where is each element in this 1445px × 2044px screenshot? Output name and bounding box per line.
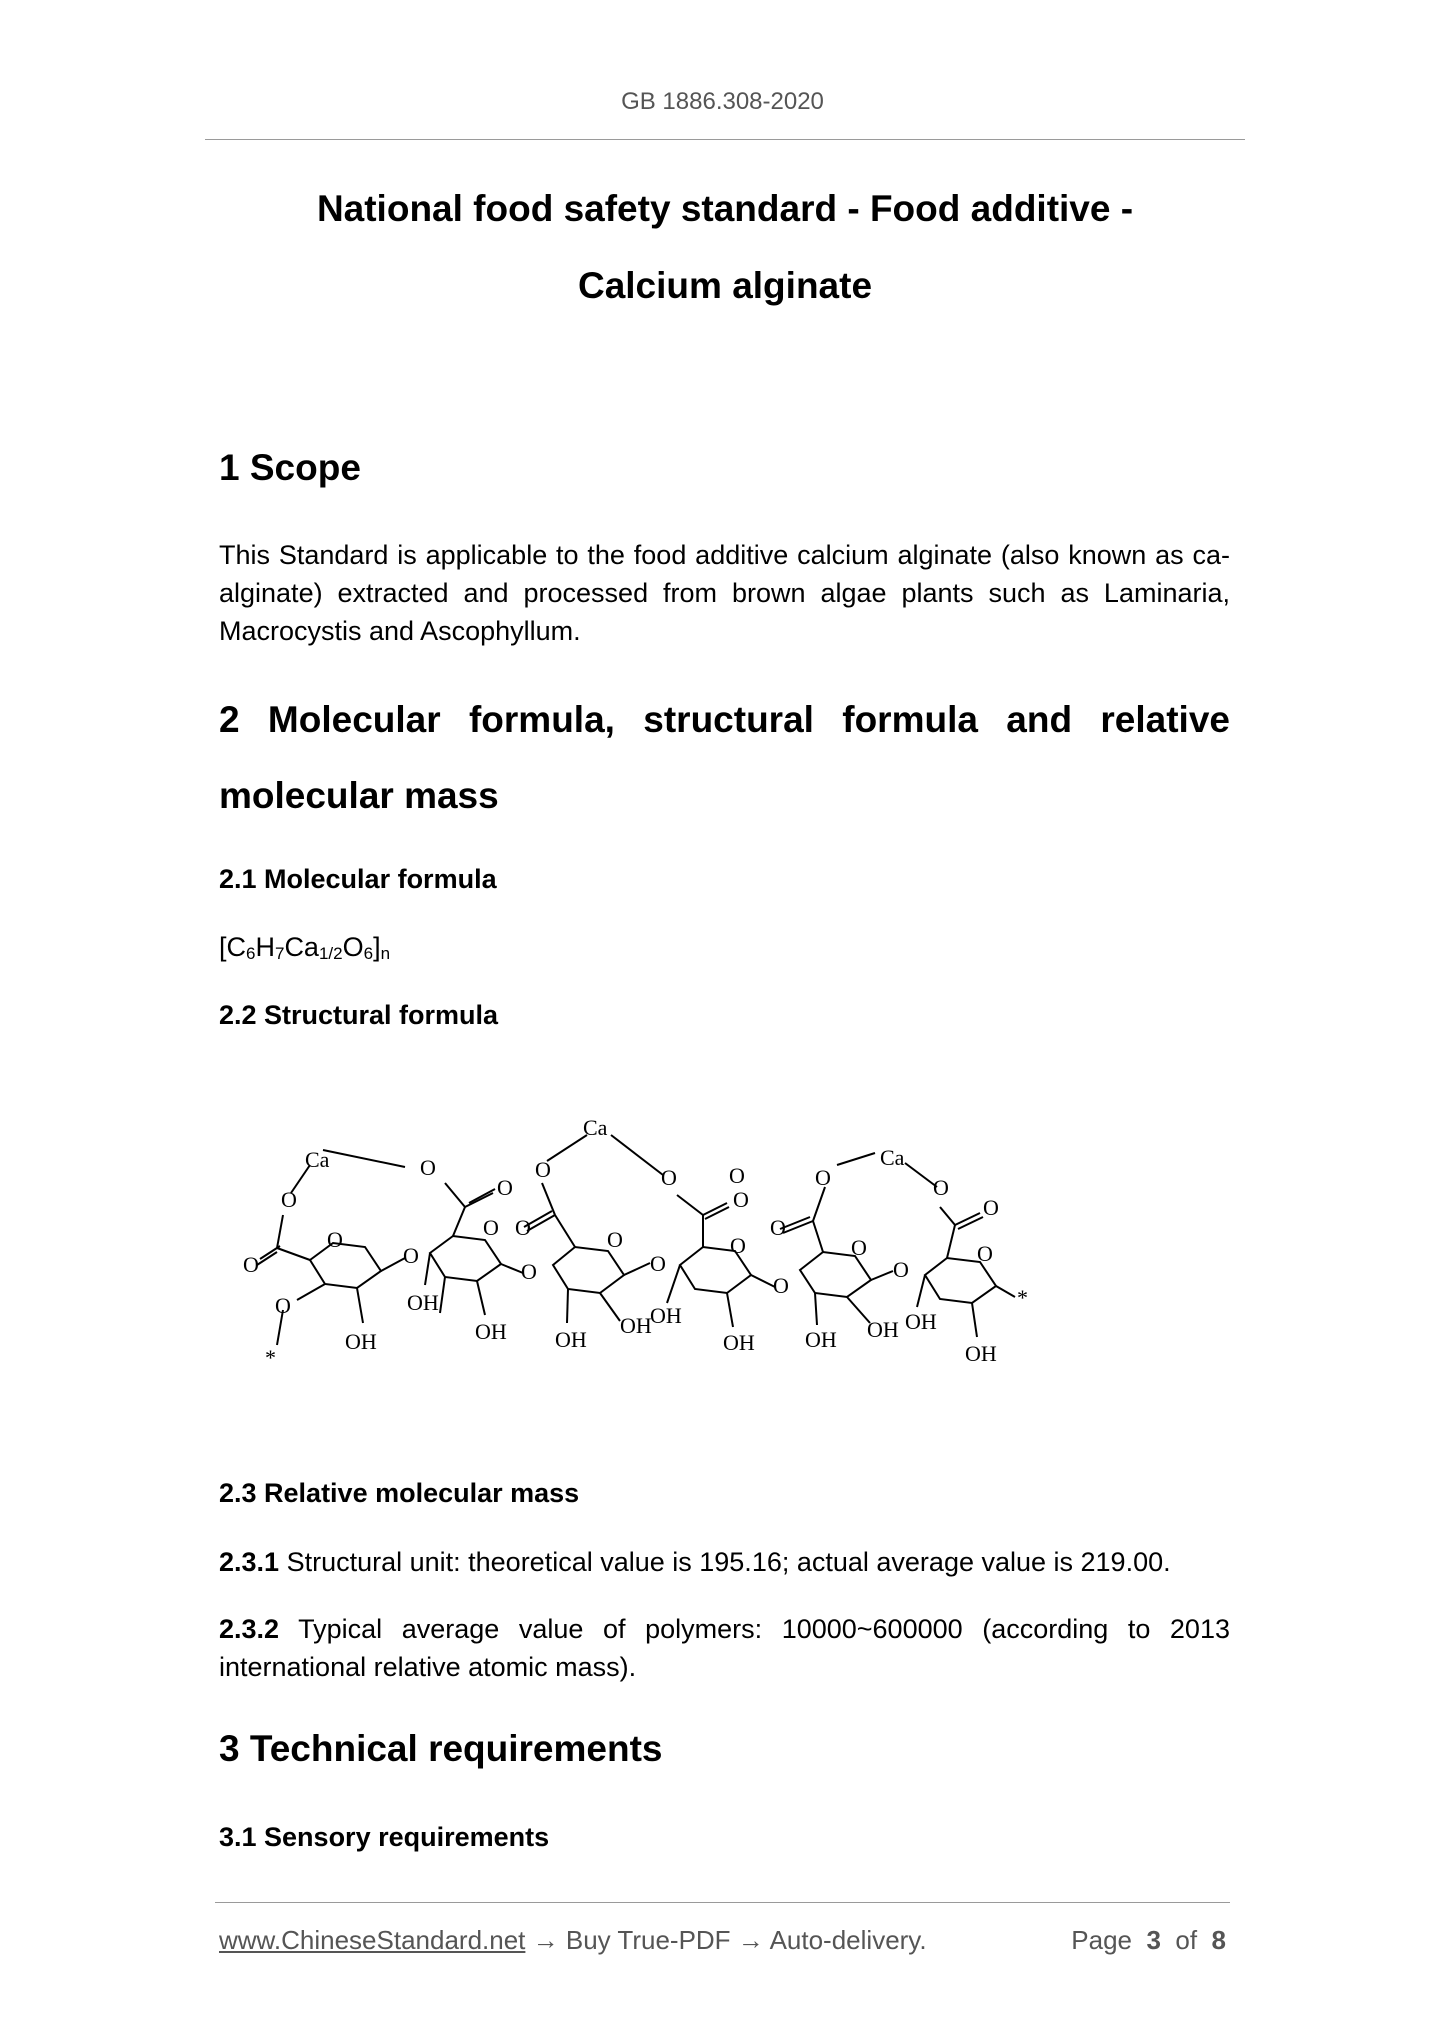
page-number: Page 3 of 8 [1071, 1925, 1226, 1955]
structure-label-o: O [729, 1163, 745, 1188]
structure-label-o: O [893, 1257, 909, 1282]
structure-label-o: O [281, 1187, 297, 1212]
structure-label-o: O [497, 1175, 513, 1200]
structure-label-oh: OH [805, 1327, 837, 1352]
structure-label-o: O [661, 1165, 677, 1190]
header-divider [205, 139, 1245, 140]
structure-label-o: O [607, 1227, 623, 1252]
structure-label-oh: OH [345, 1329, 377, 1354]
structure-label-o: O [521, 1259, 537, 1284]
subsection-3-1-heading: 3.1 Sensory requirements [219, 1822, 550, 1852]
structure-label-o: O [851, 1235, 867, 1260]
structure-label-o: O [733, 1187, 749, 1212]
subsection-2-1-heading: 2.1 Molecular formula [219, 864, 497, 894]
structure-label-oh: OH [407, 1290, 439, 1315]
structure-label-star: * [1017, 1285, 1028, 1310]
mass-2-3-1-paragraph: 2.3.1 Structural unit: theoretical value is 195.16; actual average value is 219.00. [219, 1547, 1171, 1577]
structure-label-oh: OH [965, 1341, 997, 1366]
structure-label-o: O [243, 1252, 259, 1277]
structure-label-o: O [327, 1227, 343, 1252]
structure-label-o: O [730, 1233, 746, 1258]
section-1-heading: 1 Scope [219, 447, 361, 488]
structure-label-o: O [815, 1165, 831, 1190]
standard-number-header: GB 1886.308-2020 [621, 88, 824, 115]
structure-label-ca: Ca [305, 1147, 330, 1172]
structure-label-oh: OH [723, 1330, 755, 1355]
structure-label-o: O [650, 1251, 666, 1276]
subsection-2-3-heading: 2.3 Relative molecular mass [219, 1478, 580, 1508]
structure-label-o: O [773, 1273, 789, 1298]
chinesestandard-link[interactable]: www.ChineseStandard.net [219, 1925, 526, 1955]
structure-label-o: O [275, 1293, 291, 1318]
structure-label-o: O [483, 1215, 499, 1240]
structure-label-oh: OH [650, 1303, 682, 1328]
structure-label-ca: Ca [583, 1115, 608, 1140]
subsection-2-2-heading: 2.2 Structural formula [219, 1000, 499, 1030]
section-2-heading: 2 Molecular formula, structural formula and relative molecular mass [219, 699, 1230, 816]
structure-label-oh: OH [867, 1317, 899, 1342]
structure-label-oh: OH [905, 1309, 937, 1334]
structure-label-o: O [420, 1155, 436, 1180]
footer-tagline: → Buy True-PDF → Auto-delivery. [525, 1925, 927, 1955]
scope-paragraph: This Standard is applicable to the food additive calcium alginate (also known as ca-alginate) extracted and processed from brown algae plants such as Laminaria, Macrocystis and Ascophyllum. [219, 540, 1230, 646]
structure-label-o: O [977, 1241, 993, 1266]
document-title-line-2: Calcium alginate [577, 265, 873, 306]
structure-label-oh: OH [475, 1319, 507, 1344]
structure-label-o: O [933, 1175, 949, 1200]
mass-2-3-2-paragraph: 2.3.2 Typical average value of polymers: 10000~600000 (according to 2013 international relative atomic mass). [219, 1614, 1230, 1682]
structure-label-o: O [770, 1215, 786, 1240]
section-3-heading: 3 Technical requirements [219, 1728, 663, 1769]
structure-label-ca: Ca [880, 1145, 905, 1170]
document-title-line-1: National food safety standard - Food additive - [316, 188, 1134, 229]
structure-label-star: * [265, 1345, 276, 1370]
structure-label-o: O [403, 1243, 419, 1268]
molecular-formula: $[C_6H_7Ca_{1/2}O_6]_n$ [219, 932, 391, 963]
structure-label-o: O [535, 1157, 551, 1182]
structural-formula-diagram [225, 1075, 1225, 1435]
structure-label-oh: OH [555, 1327, 587, 1352]
footer-divider [215, 1902, 1230, 1903]
structure-label-o: O [515, 1215, 531, 1240]
structure-label-oh: OH [620, 1313, 652, 1338]
structure-label-o: O [983, 1195, 999, 1220]
footer-text [219, 1925, 927, 1956]
